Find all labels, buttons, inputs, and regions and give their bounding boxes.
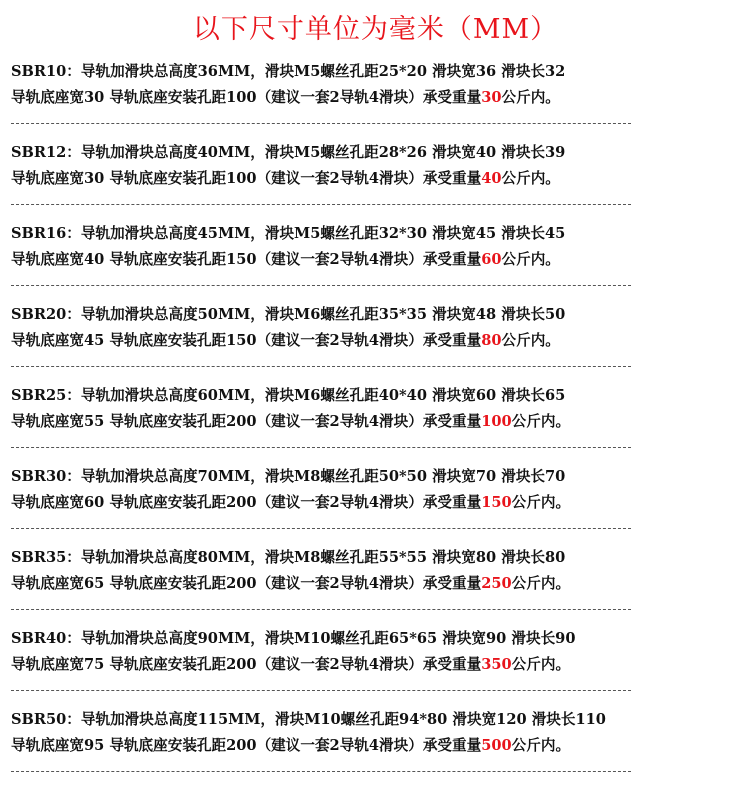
dashed-divider — [11, 771, 631, 772]
dashed-divider — [11, 204, 631, 205]
load-weight-value: 350 — [481, 656, 512, 673]
dashed-divider — [11, 285, 631, 286]
load-weight-value: 500 — [481, 737, 512, 754]
load-weight-value: 60 — [481, 251, 502, 268]
weight-unit-text: 公斤内。 — [501, 251, 560, 268]
load-weight-value: 250 — [481, 575, 512, 592]
spec-line-dimensions: SBR50：导轨加滑块总高度115MM，滑块M10螺丝孔距94*80 滑块宽120 滑块长110 — [11, 711, 606, 728]
spec-entry-sbr50 — [0, 705, 751, 786]
weight-unit-text: 公斤内。 — [511, 494, 571, 511]
spec-line-dimensions: SBR35：导轨加滑块总高度80MM，滑块M8螺丝孔距55*55 滑块宽80 滑块长80 — [11, 549, 566, 566]
spec-line-dimensions: SBR12：导轨加滑块总高度40MM，滑块M5螺丝孔距28*26 滑块宽40 滑块长39 — [11, 144, 566, 161]
spec-line-base — [11, 493, 570, 513]
weight-unit-text: 公斤内。 — [501, 170, 560, 187]
spec-entry-sbr10 — [0, 57, 751, 138]
spec-line-dimensions: SBR20：导轨加滑块总高度50MM，滑块M6螺丝孔距35*35 滑块宽48 滑块长50 — [11, 306, 566, 323]
spec-line-base — [11, 250, 560, 270]
spec-entry-sbr20 — [0, 300, 751, 381]
load-weight-value: 150 — [481, 494, 512, 511]
spec-line-base — [11, 655, 570, 675]
spec-line-base — [11, 88, 560, 108]
spec-line-dimensions: SBR40：导轨加滑块总高度90MM，滑块M10螺丝孔距65*65 滑块宽90 滑块长90 — [11, 630, 576, 647]
spec-base-text: 导轨底座宽60 导轨底座安装孔距200（建议一套2导轨4滑块）承受重量 — [11, 494, 482, 511]
load-weight-value: 40 — [481, 170, 502, 187]
dashed-divider — [11, 447, 631, 448]
spec-line-base — [11, 412, 570, 432]
weight-unit-text: 公斤内。 — [511, 656, 571, 673]
spec-entry-sbr35 — [0, 543, 751, 624]
weight-unit-text: 公斤内。 — [501, 332, 560, 349]
spec-list — [0, 57, 751, 786]
spec-entry-sbr12 — [0, 138, 751, 219]
spec-line-base — [11, 169, 560, 189]
weight-unit-text: 公斤内。 — [501, 89, 560, 106]
spec-base-text: 导轨底座宽40 导轨底座安装孔距150（建议一套2导轨4滑块）承受重量 — [11, 251, 482, 268]
dashed-divider — [11, 609, 631, 610]
weight-unit-text: 公斤内。 — [511, 413, 571, 430]
weight-unit-text: 公斤内。 — [511, 737, 571, 754]
load-weight-value: 80 — [481, 332, 502, 349]
dashed-divider — [11, 123, 631, 124]
load-weight-value: 100 — [481, 413, 512, 430]
spec-base-text: 导轨底座宽95 导轨底座安装孔距200（建议一套2导轨4滑块）承受重量 — [11, 737, 482, 754]
weight-unit-text: 公斤内。 — [511, 575, 571, 592]
dashed-divider — [11, 528, 631, 529]
spec-line-dimensions: SBR16：导轨加滑块总高度45MM，滑块M5螺丝孔距32*30 滑块宽45 滑块长45 — [11, 225, 566, 242]
load-weight-value: 30 — [481, 89, 502, 106]
spec-base-text: 导轨底座宽45 导轨底座安装孔距150（建议一套2导轨4滑块）承受重量 — [11, 332, 482, 349]
spec-entry-sbr30 — [0, 462, 751, 543]
spec-entry-sbr40 — [0, 624, 751, 705]
spec-base-text: 导轨底座宽30 导轨底座安装孔距100（建议一套2导轨4滑块）承受重量 — [11, 89, 482, 106]
spec-line-base — [11, 736, 570, 756]
dashed-divider — [11, 690, 631, 691]
spec-base-text: 导轨底座宽75 导轨底座安装孔距200（建议一套2导轨4滑块）承受重量 — [11, 656, 482, 673]
spec-entry-sbr16 — [0, 219, 751, 300]
spec-entry-sbr25 — [0, 381, 751, 462]
spec-line-base — [11, 574, 570, 594]
spec-base-text: 导轨底座宽65 导轨底座安装孔距200（建议一套2导轨4滑块）承受重量 — [11, 575, 482, 592]
page-title: 以下尺寸单位为毫米（MM） — [192, 14, 559, 45]
spec-base-text: 导轨底座宽30 导轨底座安装孔距100（建议一套2导轨4滑块）承受重量 — [11, 170, 482, 187]
spec-line-base — [11, 331, 560, 351]
spec-line-dimensions: SBR25：导轨加滑块总高度60MM，滑块M6螺丝孔距40*40 滑块宽60 滑块长65 — [11, 387, 566, 404]
dashed-divider — [11, 366, 631, 367]
spec-line-dimensions: SBR10：导轨加滑块总高度36MM，滑块M5螺丝孔距25*20 滑块宽36 滑块长32 — [11, 63, 566, 80]
spec-line-dimensions: SBR30：导轨加滑块总高度70MM，滑块M8螺丝孔距50*50 滑块宽70 滑块长70 — [11, 468, 566, 485]
spec-base-text: 导轨底座宽55 导轨底座安装孔距200（建议一套2导轨4滑块）承受重量 — [11, 413, 482, 430]
